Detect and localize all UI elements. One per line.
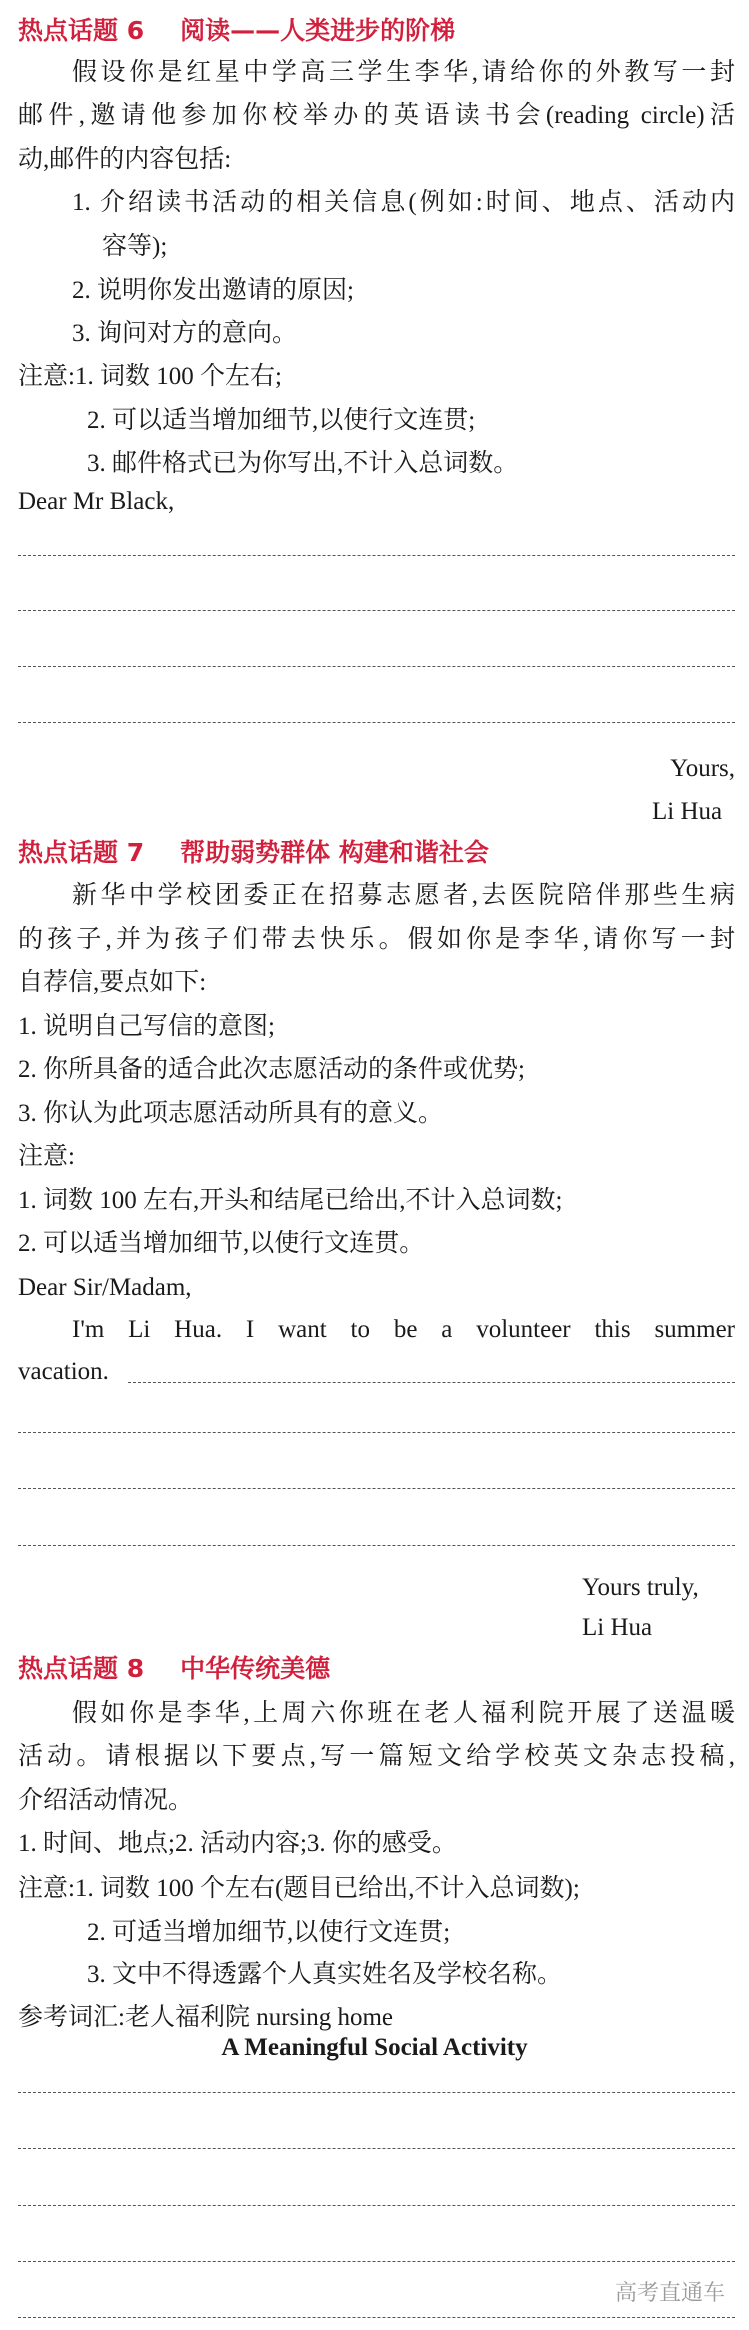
topic-label: 热点话题 7 <box>18 838 145 867</box>
requirement-item: 3. 询问对方的意向。 <box>72 320 298 347</box>
writing-line[interactable] <box>18 555 735 556</box>
essay-title: A Meaningful Social Activity <box>221 2034 528 2061</box>
topic-title: 阅读——人类进步的阶梯 <box>180 16 456 45</box>
writing-line[interactable] <box>18 2092 735 2093</box>
letter-closing: Yours truly, <box>582 1574 699 1601</box>
letter-closing: Yours, <box>670 755 735 782</box>
requirement-item: 1. 说明自己写信的意图; <box>18 1013 275 1040</box>
writing-line[interactable] <box>18 2261 735 2262</box>
prompt-line: 邮件,邀请他参加你校举办的英语读书会(reading circle)活 <box>18 102 735 129</box>
requirement-item: 1. 介绍读书活动的相关信息(例如:时间、地点、活动内 <box>72 189 735 216</box>
watermark: 高考直通车 <box>614 2281 725 2306</box>
writing-line[interactable] <box>18 1545 735 1546</box>
letter-opening: I'm Li Hua. I want to be a volunteer this summer <box>72 1316 735 1343</box>
prompt-line: 自荐信,要点如下: <box>18 969 207 996</box>
writing-line[interactable] <box>18 2148 735 2149</box>
letter-opening: vacation. <box>18 1358 109 1385</box>
note-line: 2. 可以适当增加细节,以使行文连贯; <box>87 407 476 434</box>
prompt-line: 的孩子,并为孩子们带去快乐。假如你是李华,请你写一封 <box>18 926 735 953</box>
note-line: 3. 文中不得透露个人真实姓名及学校名称。 <box>87 1961 563 1988</box>
topic-7-heading <box>18 831 489 874</box>
prompt-line: 假设你是红星中学高三学生李华,请给你的外教写一封 <box>72 59 735 86</box>
prompt-line: 新华中学校团委正在招募志愿者,去医院陪伴那些生病 <box>72 882 735 909</box>
topic-title: 中华传统美德 <box>180 1654 331 1683</box>
topic-8-heading <box>18 1647 330 1690</box>
topic-6-heading <box>18 9 455 52</box>
requirement-item: 2. 你所具备的适合此次志愿活动的条件或优势; <box>18 1056 525 1083</box>
requirement-item: 容等); <box>102 233 168 260</box>
note-line: 3. 邮件格式已为你写出,不计入总词数。 <box>87 450 519 477</box>
prompt-line: 介绍活动情况。 <box>18 1787 194 1814</box>
letter-signature: Li Hua <box>652 798 723 825</box>
vocabulary-hint: 参考词汇:老人福利院 nursing home <box>18 2004 393 2031</box>
note-line: 注意:1. 词数 100 个左右(题目已给出,不计入总词数); <box>18 1875 580 1902</box>
writing-line[interactable] <box>18 722 735 723</box>
letter-greeting: Dear Sir/Madam, <box>18 1274 192 1301</box>
note-line: 2. 可适当增加细节,以使行文连贯; <box>87 1919 451 1946</box>
letter-greeting: Dear Mr Black, <box>18 488 175 515</box>
prompt-line: 活动。请根据以下要点,写一篇短文给学校英文杂志投稿, <box>18 1743 735 1770</box>
topic-title: 帮助弱势群体 构建和谐社会 <box>180 838 489 867</box>
letter-signature: Li Hua <box>582 1614 653 1641</box>
topic-label: 热点话题 6 <box>18 16 145 45</box>
requirement-item: 3. 你认为此项志愿活动所具有的意义。 <box>18 1100 444 1127</box>
writing-line[interactable] <box>128 1382 735 1383</box>
writing-line[interactable] <box>18 2205 735 2206</box>
note-line: 2. 可以适当增加细节,以使行文连贯。 <box>18 1230 425 1257</box>
topic-label: 热点话题 8 <box>18 1654 145 1683</box>
prompt-line: 假如你是李华,上周六你班在老人福利院开展了送温暖 <box>72 1700 735 1727</box>
prompt-line: 动,邮件的内容包括: <box>18 146 232 173</box>
writing-line[interactable] <box>18 2317 735 2318</box>
writing-line[interactable] <box>18 1432 735 1433</box>
writing-line[interactable] <box>18 1488 735 1489</box>
notes-label: 注意: <box>18 1143 75 1170</box>
key-points: 1. 时间、地点;2. 活动内容;3. 你的感受。 <box>18 1830 457 1857</box>
writing-line[interactable] <box>18 610 735 611</box>
requirement-item: 2. 说明你发出邀请的原因; <box>72 277 354 304</box>
note-line: 1. 词数 100 左右,开头和结尾已给出,不计入总词数; <box>18 1187 563 1214</box>
writing-line[interactable] <box>18 666 735 667</box>
note-line: 注意:1. 词数 100 个左右; <box>18 363 282 390</box>
